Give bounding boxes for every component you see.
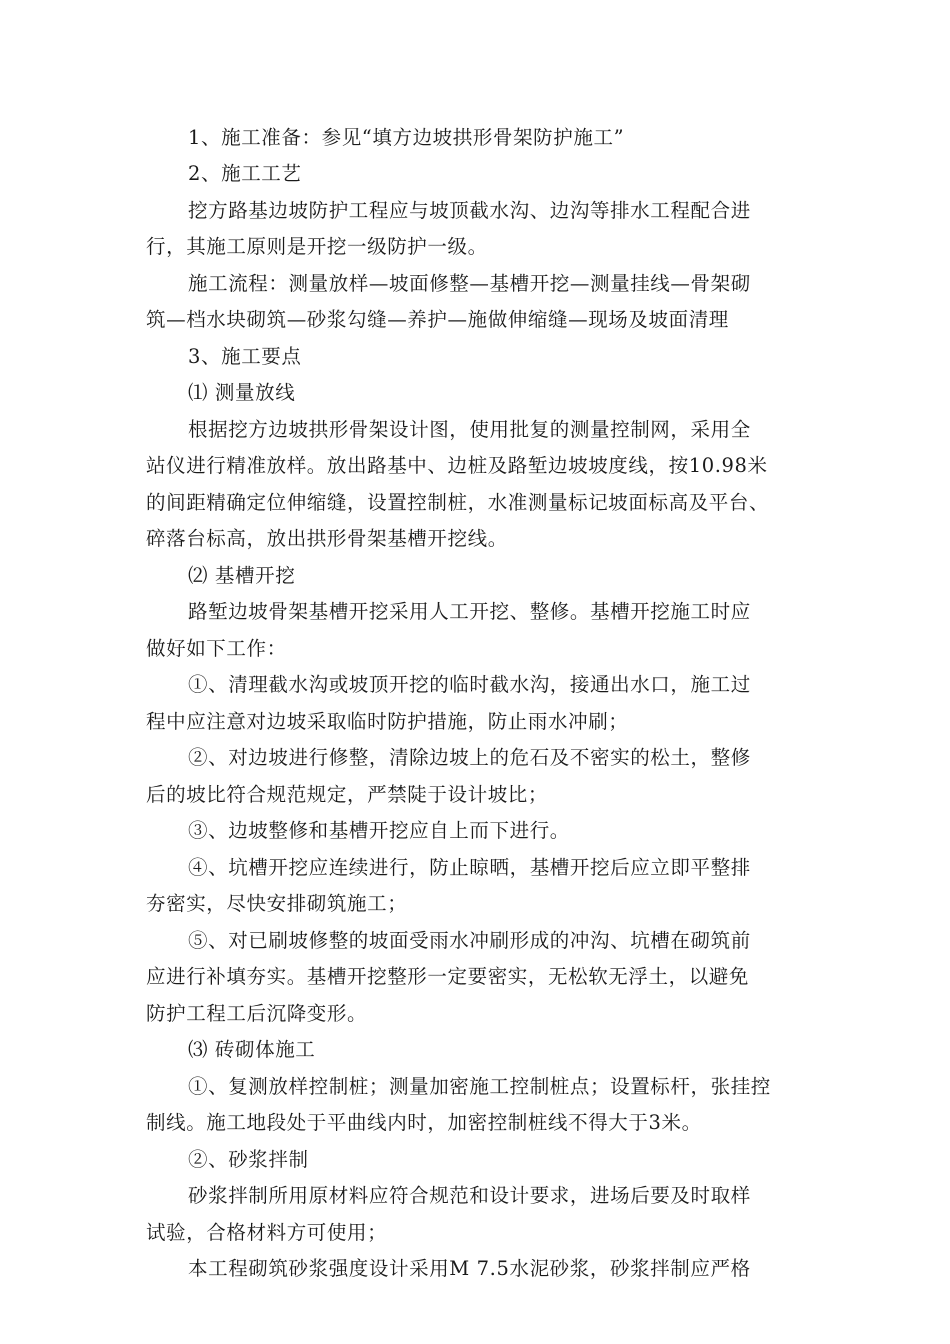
- text-line: 3、施工要点: [188, 345, 302, 368]
- text-line: 站仪进行精准放样。放出路基中、边桩及路堑边坡坡度线，按10.98米: [146, 454, 768, 477]
- text-line: 碎落台标高，放出拱形骨架基槽开挖线。: [146, 527, 508, 550]
- text-line: 的间距精确定位伸缩缝，设置控制桩，水准测量标记坡面标高及平台、: [146, 491, 770, 514]
- text-line: 应进行补填夯实。基槽开挖整形一定要密实，无松软无浮土，以避免: [146, 965, 750, 988]
- text-line: 路堑边坡骨架基槽开挖采用人工开挖、整修。基槽开挖施工时应: [188, 600, 751, 623]
- text-line: ③、边坡整修和基槽开挖应自上而下进行。: [188, 819, 570, 842]
- text-line: 行，其施工原则是开挖一级防护一级。: [146, 235, 488, 258]
- text-line: 防护工程工后沉降变形。: [146, 1002, 368, 1025]
- text-line: 筑—档水块砌筑—砂浆勾缝—养护—施做伸缩缝—现场及坡面清理: [146, 308, 729, 331]
- text-line: 程中应注意对边坡采取临时防护措施，防止雨水冲刷；: [146, 710, 629, 733]
- text-line: ②、砂浆拌制: [188, 1148, 309, 1171]
- text-line: 根据挖方边坡拱形骨架设计图，使用批复的测量控制网，采用全: [188, 418, 751, 441]
- text-line: ①、复测放样控制桩；测量加密施工控制桩点；设置标杆，张挂控: [188, 1075, 771, 1098]
- text-line: 挖方路基边坡防护工程应与坡顶截水沟、边沟等排水工程配合进: [188, 199, 751, 222]
- text-line: ②、对边坡进行修整，清除边坡上的危石及不密实的松土，整修: [188, 746, 751, 769]
- text-line: 2、施工工艺: [188, 162, 302, 185]
- text-line: 试验，合格材料方可使用；: [146, 1221, 388, 1244]
- text-line: ⑵ 基槽开挖: [188, 564, 296, 587]
- text-line: 制线。施工地段处于平曲线内时，加密控制桩线不得大于3米。: [146, 1111, 702, 1134]
- text-line: 后的坡比符合规范规定，严禁陡于设计坡比；: [146, 783, 549, 806]
- text-line: 施工流程：测量放样—坡面修整—基槽开挖—测量挂线—骨架砌: [188, 272, 751, 295]
- text-line: 做好如下工作：: [146, 637, 287, 660]
- text-line: ⑴ 测量放线: [188, 381, 296, 404]
- text-line: 本工程砌筑砂浆强度设计采用M 7.5水泥砂浆，砂浆拌制应严格: [188, 1257, 751, 1280]
- text-line: 砂浆拌制所用原材料应符合规范和设计要求，进场后要及时取样: [188, 1184, 751, 1207]
- text-line: 夯密实，尽快安排砌筑施工；: [146, 892, 408, 915]
- text-line: ④、坑槽开挖应连续进行，防止晾晒，基槽开挖后应立即平整排: [188, 856, 751, 879]
- text-line: ⑶ 砖砌体施工: [188, 1038, 316, 1061]
- text-line: ⑤、对已刷坡修整的坡面受雨水冲刷形成的冲沟、坑槽在砌筑前: [188, 929, 751, 952]
- text-line: ①、清理截水沟或坡顶开挖的临时截水沟，接通出水口，施工过: [188, 673, 751, 696]
- text-line: 1、施工准备：参见“填方边坡拱形骨架防护施工”: [188, 126, 625, 149]
